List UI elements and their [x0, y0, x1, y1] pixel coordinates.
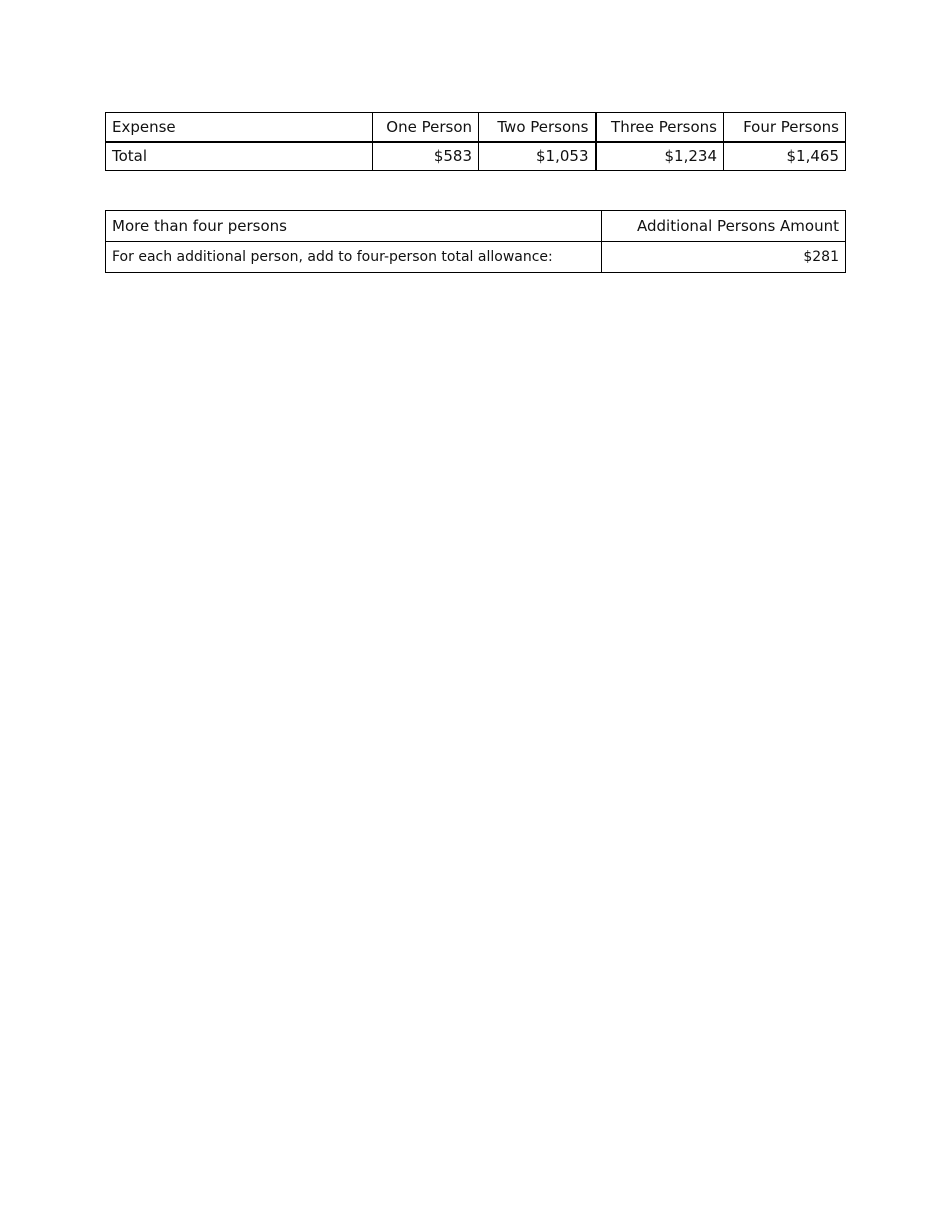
- value-two-persons: $1,053: [479, 142, 596, 171]
- value-four-persons: $1,465: [724, 142, 846, 171]
- table-row: [106, 142, 846, 171]
- header-one-person: One Person: [373, 113, 479, 142]
- value-three-persons: $1,234: [596, 142, 724, 171]
- expense-table: [105, 112, 846, 171]
- header-expense: Expense: [106, 113, 373, 142]
- header-two-persons: Two Persons: [479, 113, 596, 142]
- value-one-person: $583: [373, 142, 479, 171]
- header-four-persons: Four Persons: [724, 113, 846, 142]
- header-additional-amount: Additional Persons Amount: [602, 211, 846, 242]
- table-header-row: [106, 211, 846, 242]
- header-more-than-four: More than four persons: [106, 211, 602, 242]
- row-label-additional-person: For each additional person, add to four-person total allowance:: [106, 242, 602, 273]
- header-three-persons: Three Persons: [596, 113, 724, 142]
- value-additional-person: $281: [602, 242, 846, 273]
- table-row: [106, 242, 846, 273]
- additional-persons-table: [105, 210, 846, 273]
- table-header-row: [106, 113, 846, 142]
- row-label-total: Total: [106, 142, 373, 171]
